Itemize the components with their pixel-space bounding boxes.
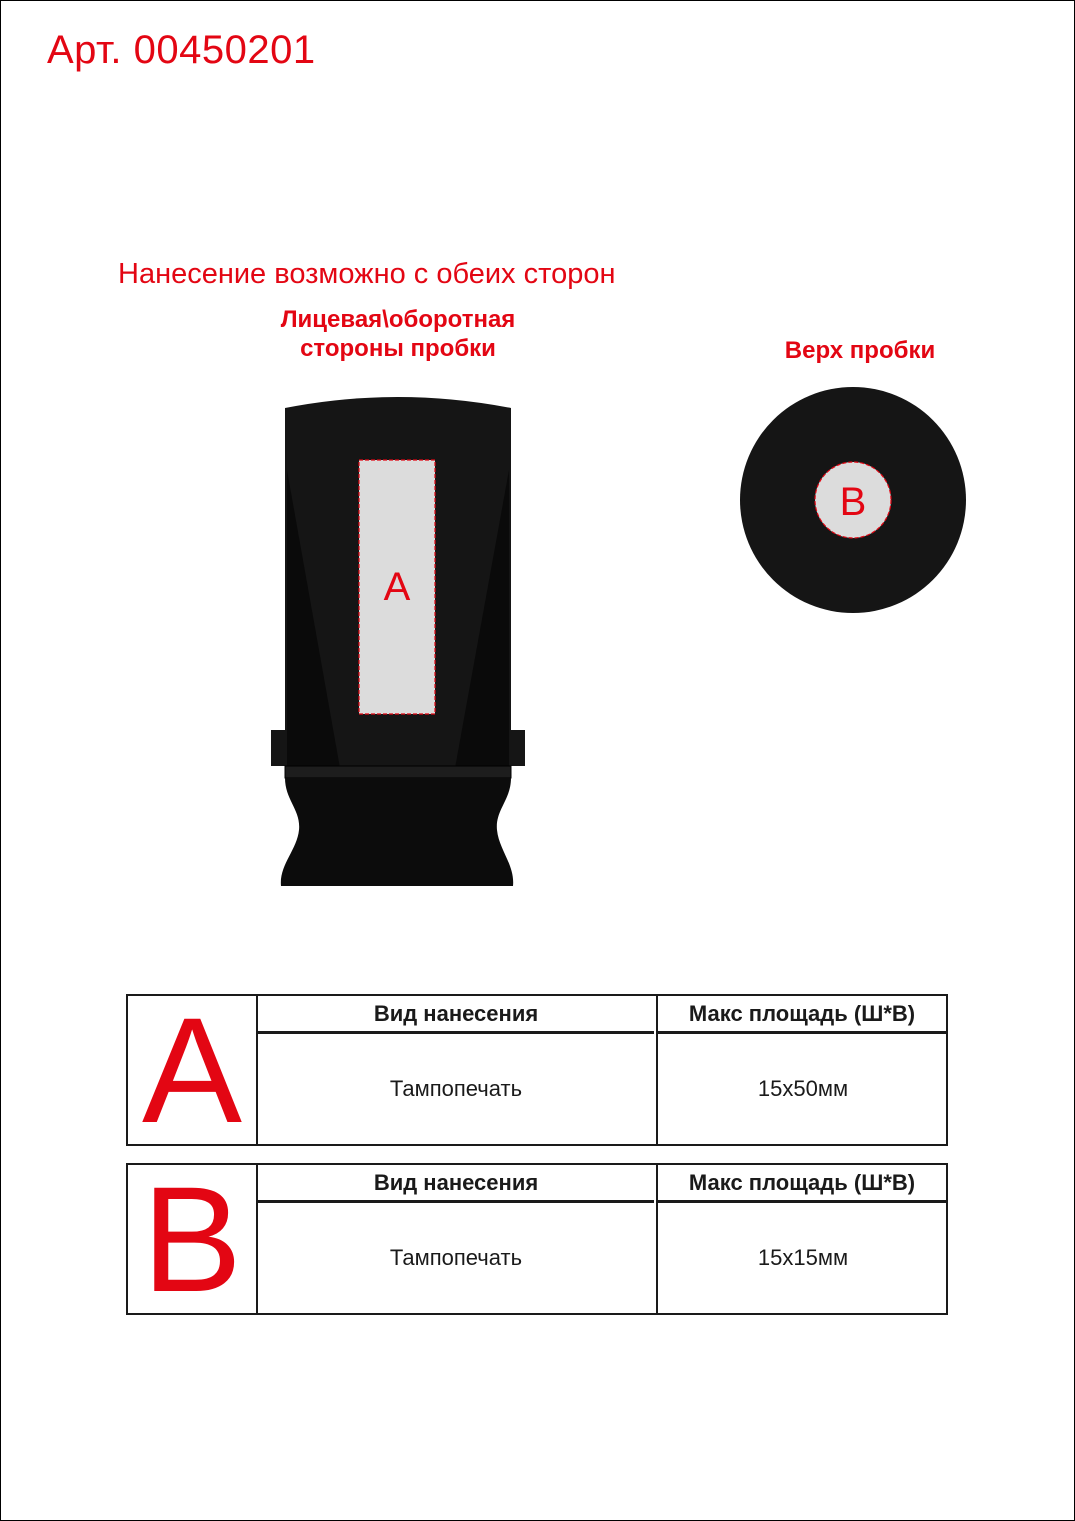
spec-table-a-area: 15х50мм <box>656 1034 948 1144</box>
cork-tab-right <box>509 730 525 766</box>
spec-table-b-method: Тампопечать <box>389 1245 523 1270</box>
cork-side-view <box>265 390 535 890</box>
spec-table-b-area: 15х15мм <box>656 1203 948 1313</box>
spec-table-b-header-method: Вид нанесения <box>258 1165 654 1203</box>
cork-top-view <box>735 383 975 623</box>
spec-table-b-header-area: Макс площадь (Ш*В) <box>656 1165 946 1203</box>
print-note: Нанесение возможно с обеих сторон <box>118 258 616 290</box>
cork-collar <box>285 766 511 778</box>
side-view-label-line2: стороны пробки <box>300 335 496 362</box>
spec-table-a-header-method: Вид нанесения <box>258 996 654 1034</box>
spec-table-b <box>126 1155 948 1323</box>
spec-table-a-letter: A <box>128 996 258 1144</box>
print-area-b-label: B <box>839 480 867 524</box>
spec-table-a-header-area: Макс площадь (Ш*В) <box>656 996 946 1034</box>
spec-table-a <box>126 986 948 1154</box>
top-view-label: Верх пробки <box>784 337 936 364</box>
spec-table-b-letter: B <box>128 1165 258 1313</box>
spec-table-a-method: Тампопечать <box>389 1076 523 1101</box>
print-area-a-label: A <box>383 565 411 609</box>
cork-plug <box>281 778 513 886</box>
cork-tab-left <box>271 730 287 766</box>
article-number: Арт. 00450201 <box>47 28 316 72</box>
side-view-label-line1: Лицевая\оборотная <box>280 306 516 333</box>
side-view-label <box>258 305 538 363</box>
